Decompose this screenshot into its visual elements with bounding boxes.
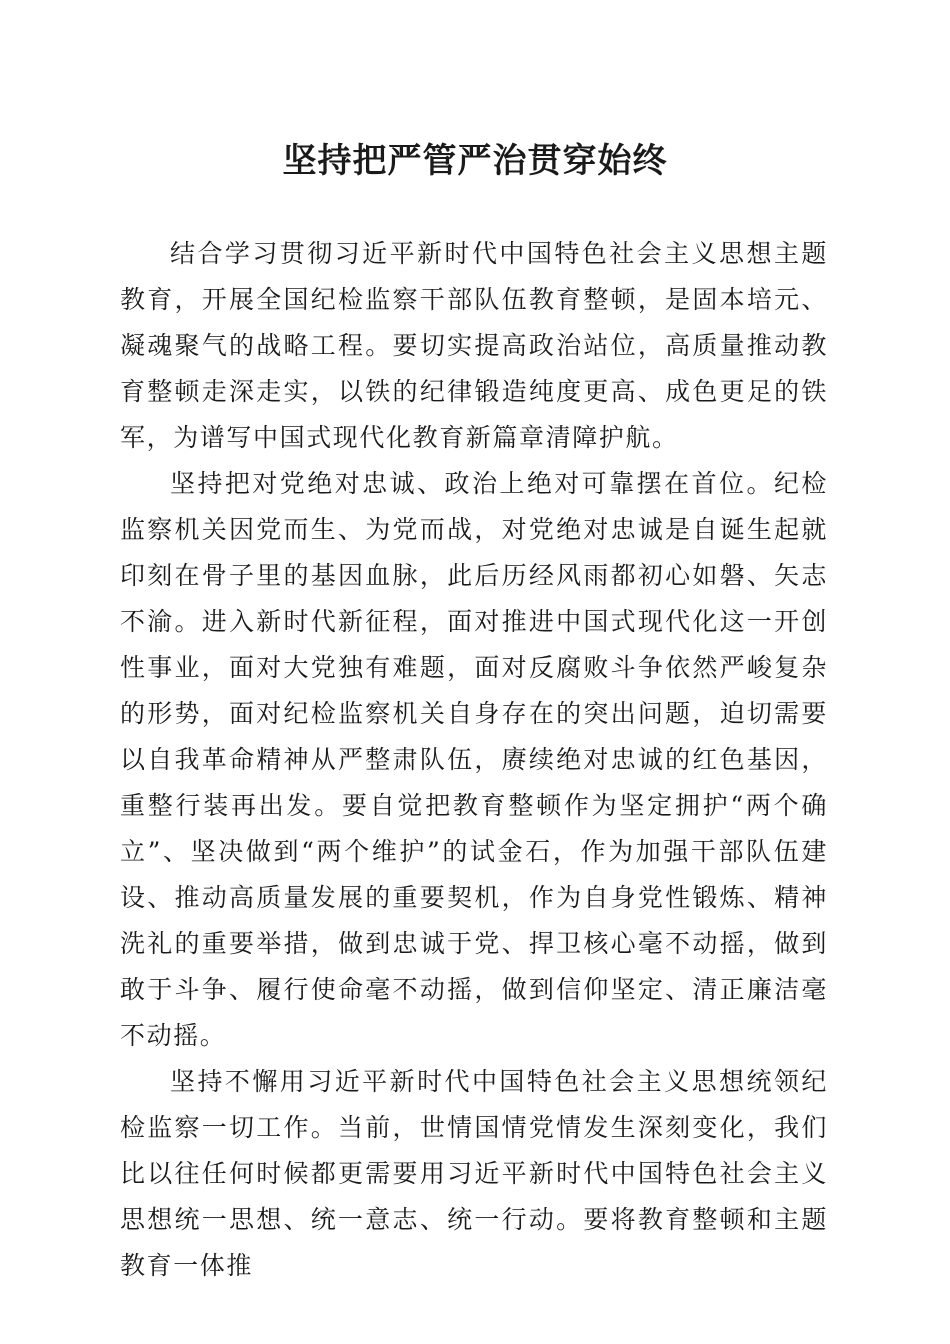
paragraph-guiding-thought: 坚持不懈用习近平新时代中国特色社会主义思想统领纪检监察一切工作。当前，世情国情党情发生深刻变化，我们比以往任何时候都更需要用习近平新时代中国特色社会主义思想统一思想、统一意志、统一行动。要将教育整顿和主题教育一体推 — [120, 1067, 828, 1280]
document-title: 坚持把严管严治贯穿始终 — [282, 141, 668, 181]
document-body — [120, 231, 828, 1289]
paragraph-intro: 结合学习贯彻习近平新时代中国特色社会主义思想主题教育，开展全国纪检监察干部队伍教育整顿，是固本培元、凝魂聚气的战略工程。要切实提高政治站位，高质量推动教育整顿走深走实，以铁的纪律锻造纯度更高、成色更足的铁军，为谱写中国式现代化教育新篇章清障护航。 — [120, 239, 828, 452]
paragraph-loyalty: 坚持把对党绝对忠诚、政治上绝对可靠摆在首位。纪检监察机关因党而生、为党而战，对党绝对忠诚是自诞生起就印刻在骨子里的基因血脉，此后历经风雨都初心如磐、矢志不渝。进入新时代新征程，面对推进中国式现代化这一开创性事业，面对大党独有难题，面对反腐败斗争依然严峻复杂的形势，面对纪检监察机关自身存在的突出问题，迫切需要以自我革命精神从严整肃队伍，赓续绝对忠诚的红色基因，重整行装再出发。要自觉把教育整顿作为坚定拥护“两个确立”、坚决做到“两个维护”的试金石，作为加强干部队伍建设、推动高质量发展的重要契机，作为自身党性锻炼、精神洗礼的重要举措，做到忠诚于党、捍卫核心毫不动摇，做到敢于斗争、履行使命毫不动摇，做到信仰坚定、清正廉洁毫不动摇。 — [120, 469, 828, 1050]
